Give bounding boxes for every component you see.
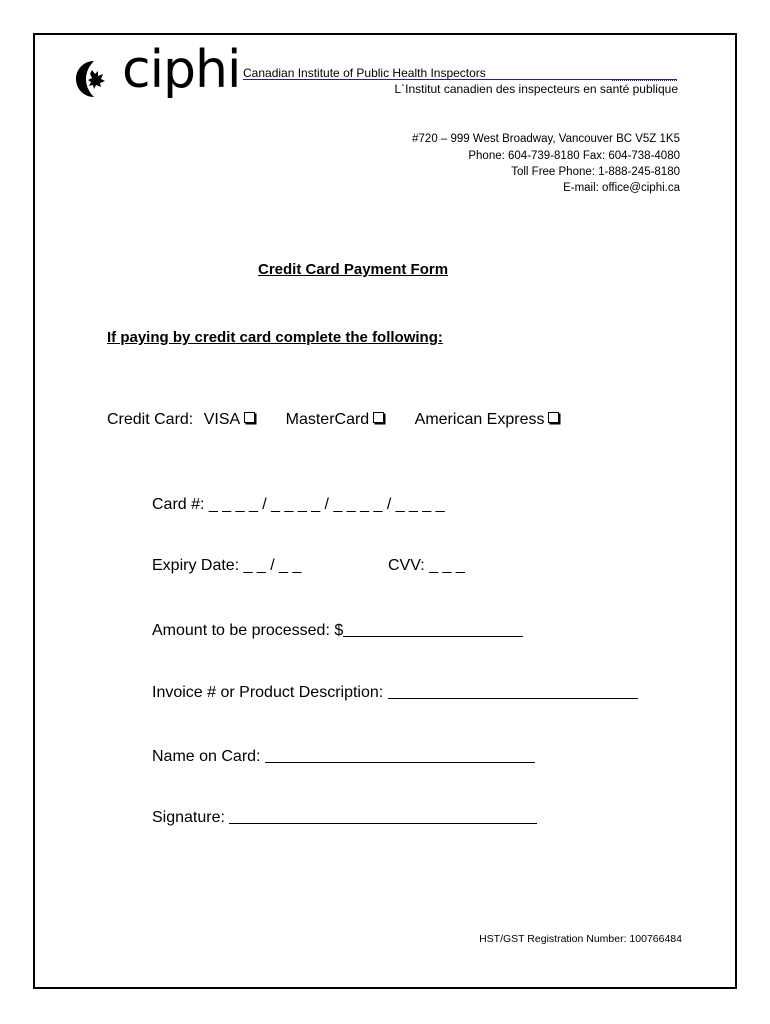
address: #720 – 999 West Broadway, Vancouver BC V5Z 1K5 [412,133,680,145]
form-title: Credit Card Payment Form [258,261,449,278]
option-mastercard[interactable] [286,411,389,428]
toll-free-phone: Toll Free Phone: 1-888-245-8180 [511,166,680,178]
hst-gst-registration: HST/GST Registration Number: 100766484 [479,933,682,945]
amex-checkbox[interactable] [548,412,559,423]
name-label: Name on Card: [152,748,265,765]
name-input-line[interactable] [265,747,535,763]
amount-input-line[interactable] [343,621,523,637]
visa-checkbox[interactable] [244,412,255,423]
invoice-input-line[interactable] [388,683,638,699]
amount-label: Amount to be processed: $ [152,622,344,639]
amount-row [152,621,523,640]
org-name-french: L`Institut canadien des inspecteurs en santé publique [394,82,678,96]
cvv-field[interactable]: CVV: _ _ _ [388,557,465,574]
expiry-date-field[interactable]: Expiry Date: _ _ / _ _ [152,557,302,574]
maple-leaf-icon [72,59,116,99]
phone-fax: Phone: 604-739-8180 Fax: 604-738-4080 [468,150,680,162]
signature-label: Signature: [152,809,230,826]
visa-label: VISA [203,411,241,428]
card-number-field[interactable]: Card #: _ _ _ _ / _ _ _ _ / _ _ _ _ / _ _ _ _ [152,496,445,513]
invoice-label: Invoice # or Product Description: [152,684,388,701]
mastercard-label: MasterCard [285,411,370,428]
logo-wordmark: ciphi [122,40,241,100]
invoice-row [152,683,638,702]
credit-card-label: Credit Card: [107,411,194,428]
signature-input-line[interactable] [229,808,537,824]
mastercard-checkbox[interactable] [373,412,384,423]
amex-label: American Express [414,411,545,428]
name-row [152,747,535,766]
header-rule-dotted [612,80,677,81]
instruction: If paying by credit card complete the following: [107,329,443,346]
option-amex[interactable] [415,411,560,428]
credit-card-type-row [107,411,585,429]
option-visa[interactable] [204,411,260,428]
email: E-mail: office@ciphi.ca [563,182,680,194]
org-name-english: Canadian Institute of Public Health Inspectors [243,66,486,80]
signature-row [152,808,537,827]
